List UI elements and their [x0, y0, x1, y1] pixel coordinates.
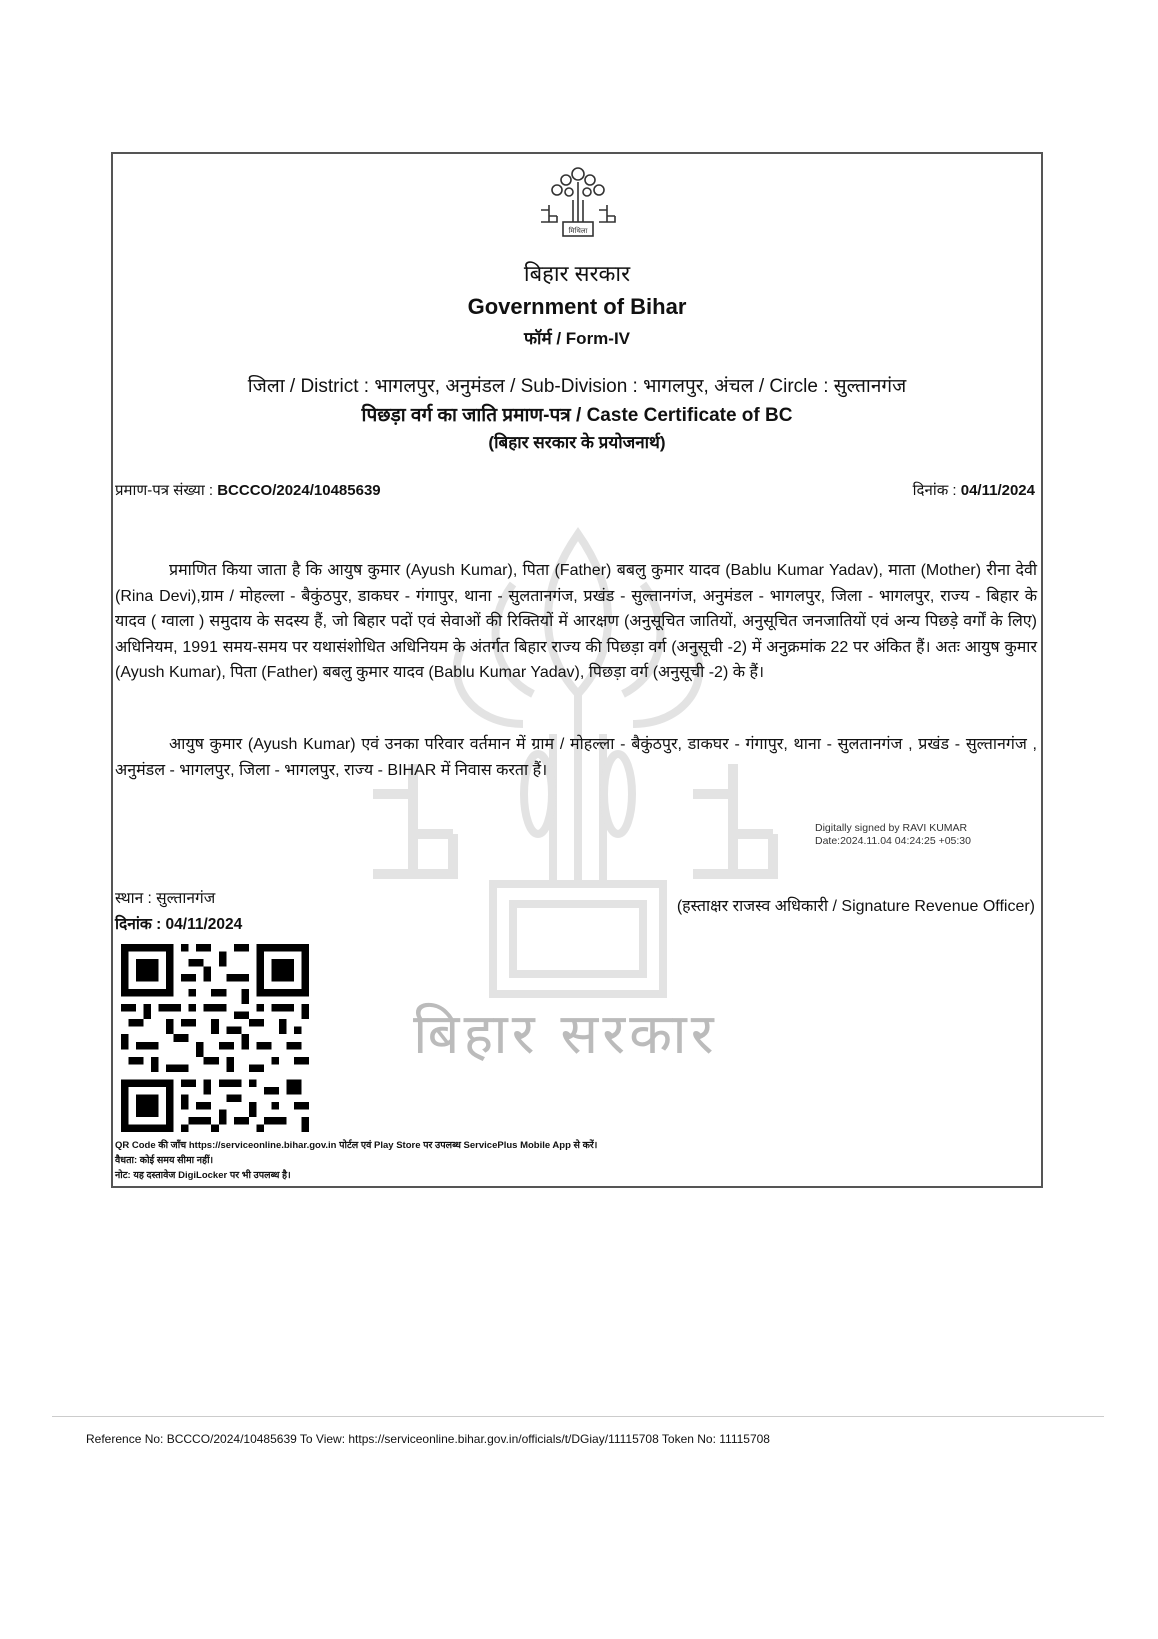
place-block [115, 886, 242, 938]
certificate-number [115, 480, 381, 500]
qr-code[interactable] [121, 944, 309, 1132]
place-line: स्थान : सुल्तानगंज [115, 890, 216, 907]
emblem-motto: मिथिला [568, 227, 588, 235]
purpose-line: (बिहार सरकार के प्रयोजनार्थ) [488, 433, 666, 452]
signature-label: (हस्ताक्षर राजस्व अधिकारी / Signature Revenue Officer) [676, 898, 1035, 915]
validity-note: वैधता: कोई समय सीमा नहीं। [115, 1155, 214, 1166]
digilocker-note: नोट: यह दस्तावेज DigiLocker पर भी उपलब्ध है। [115, 1170, 291, 1181]
cert-no-label: प्रमाण-पत्र संख्या : [115, 482, 218, 499]
certification-paragraph: प्रमाणित किया जाता है कि आयुष कुमार (Ayush Kumar), पिता (Father) बबलु कुमार यादव (Bablu Kumar Yadav), माता (Mother) रीना देवी (Rina Devi),ग्राम / मोहल्ला - बैकुंठपुर, डाकघर - गंगापुर, थाना - सुलतानगंज, प्रखंड - सुल्तानगंज, अनुमंडल - भागलपुर, जिला - भागलपुर, राज्य - बिहार के यादव ( ग्वाला ) समुदाय के सदस्य हैं, जो बिहार पदों एवं सेवाओं की रिक्तियों में आरक्षण (अनुसूचित जातियों, अनुसूचित जनजातियों एवं अन्य पिछड़े वर्गों के लिए) अधिनियम, 1991 समय-समय पर यथासंशोधित अधिनियम के अंतर्गत बिहार राज्य की पिछड़ा वर्ग (अनुसूची -2) में अनुक्रमांक 22 पर अंकित हैं। अतः आयुष कुमार (Ayush Kumar), पिता (Father) बबलु कुमार यादव (Bablu Kumar Yadav), पिछड़ा वर्ग (अनुसूची -2) के हैं। [115, 562, 1037, 681]
footer-reference: Reference No: BCCCO/2024/10485639 To View: https://serviceonline.bihar.gov.in/officials/t/DGiay/11115708 Token No: 11115708 [86, 1432, 770, 1446]
certificate-title: पिछड़ा वर्ग का जाति प्रमाण-पत्र / Caste Certificate of BC [361, 405, 793, 426]
location-line: जिला / District : भागलपुर, अनुमंडल / Sub-Division : भागलपुर, अंचल / Circle : सुल्तानगंज [247, 376, 907, 397]
bihar-emblem-icon [533, 160, 623, 245]
place-date-line: दिनांक : 04/11/2024 [115, 916, 243, 933]
issue-date [913, 480, 1035, 500]
digital-signature [815, 822, 971, 848]
digital-signature-line2: Date:2024.11.04 04:24:25 +05:30 [815, 835, 971, 847]
cert-no-value: BCCCO/2024/10485639 [217, 482, 381, 499]
date-value: 04/11/2024 [960, 482, 1035, 499]
certificate [111, 152, 1043, 1188]
notes [115, 1138, 597, 1183]
title-hindi: बिहार सरकार [523, 261, 631, 286]
residence-paragraph: आयुष कुमार (Ayush Kumar) एवं उनका परिवार वर्तमान में ग्राम / मोहल्ला - बैकुंठपुर, डाकघर - गंगापुर, थाना - सुलतानगंज , प्रखंड - सुल्तानगंज , अनुमंडल - भागलपुर, जिला - भागलपुर, राज्य - BIHAR में निवास करता हैं। [115, 736, 1037, 779]
watermark-text: बिहार सरकार [413, 1002, 718, 1067]
footer-divider [52, 1416, 1104, 1417]
form-label: फॉर्म / Form-IV [523, 329, 631, 348]
title-english: Government of Bihar [467, 294, 687, 319]
digital-signature-line1: Digitally signed by RAVI KUMAR [815, 822, 968, 834]
qr-note: QR Code की जाँच https://serviceonline.bihar.gov.in पोर्टल एवं Play Store पर उपलब्ध ServicePlus Mobile App से करें। [115, 1140, 598, 1151]
date-label: दिनांक : [912, 482, 961, 499]
